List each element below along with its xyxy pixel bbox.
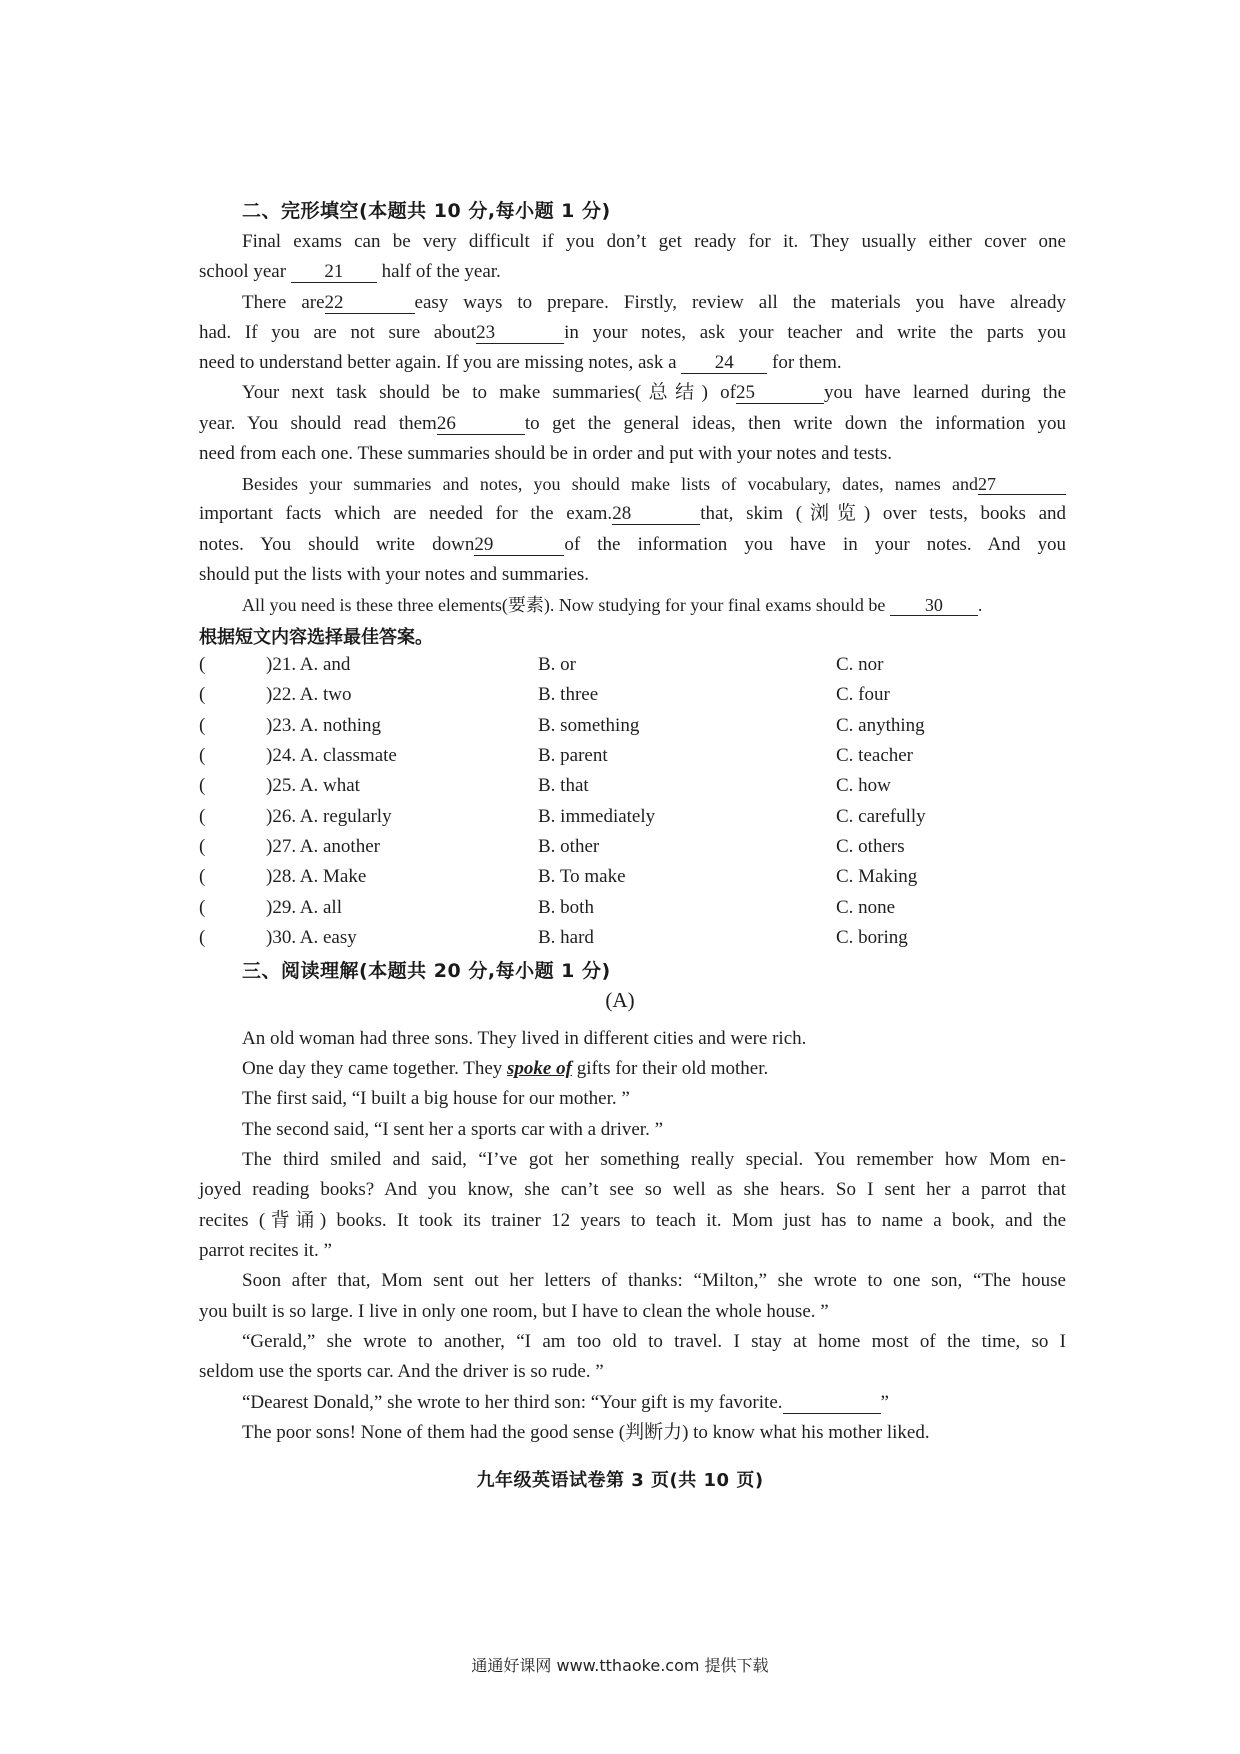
- passage-line: The second said, “I sent her a sports car with a driver. ”: [242, 1119, 664, 1140]
- answer-paren: (: [199, 866, 206, 887]
- option-a: )25. A. what: [266, 775, 360, 796]
- option-b: B. or: [538, 654, 576, 675]
- blank-21: 21: [291, 262, 377, 283]
- option-c: C. four: [836, 684, 890, 705]
- option-a: )29. A. all: [266, 897, 342, 918]
- option-c: C. anything: [836, 715, 925, 736]
- blank-23: 23: [476, 323, 564, 344]
- passage-line: “Gerald,” she wrote to another, “I am too old to travel. I stay at home most of the time, so I: [242, 1331, 1066, 1352]
- cloze-instruction: 根据短文内容选择最佳答案。: [199, 627, 433, 648]
- option-a: )22. A. two: [266, 684, 352, 705]
- cloze-p3-line3: need from each one. These summaries should be in order and put with your notes and tests.: [199, 443, 892, 464]
- passage-line: parrot recites it. ”: [199, 1240, 332, 1261]
- cloze-p2-line3: need to understand better again. If you are missing notes, ask a 24 for them.: [199, 352, 842, 373]
- option-a: )21. A. and: [266, 654, 351, 675]
- option-b: B. other: [538, 836, 600, 857]
- option-a: )23. A. nothing: [266, 715, 382, 736]
- answer-blank: [783, 1393, 881, 1414]
- blank-28: 28: [612, 504, 700, 525]
- option-c: C. none: [836, 897, 896, 918]
- option-b: B. both: [538, 897, 594, 918]
- option-b: B. that: [538, 775, 589, 796]
- answer-paren: (: [199, 775, 206, 796]
- cloze-p1-line2: school year 21 half of the year.: [199, 261, 501, 282]
- passage-line: “Dearest Donald,” she wrote to her third son: “Your gift is my favorite. ”: [242, 1392, 889, 1413]
- option-c: C. teacher: [836, 745, 914, 766]
- cloze-p4-line4: should put the lists with your notes and summaries.: [199, 564, 590, 585]
- cloze-p2-line1: There are22 easy ways to prepare. Firstly, review all the materials you have already: [242, 292, 1066, 313]
- answer-paren: (: [199, 927, 206, 948]
- passage-line: you built is so large. I live in only one room, but I have to clean the whole house. ”: [199, 1301, 829, 1322]
- cloze-p3-line1: Your next task should be to make summaries(总结) of25 you have learned during the: [242, 382, 1067, 403]
- answer-paren: (: [199, 684, 206, 705]
- option-c: C. how: [836, 775, 891, 796]
- cloze-p2-line2: had. If you are not sure about23 in your notes, ask your teacher and write the parts you: [199, 322, 1066, 343]
- blank-29: 29: [474, 535, 564, 556]
- answer-paren: (: [199, 897, 206, 918]
- answer-paren: (: [199, 836, 206, 857]
- blank-22: 22: [325, 293, 415, 314]
- cloze-p4-line2: important facts which are needed for the exam.28 that, skim (浏览) over tests, books and: [199, 503, 1067, 524]
- passage-line: joyed reading books? And you know, she can’t see so well as she hears. So I sent her a parrot that: [199, 1179, 1066, 1200]
- source-footer: 通通好课网 www.tthaoke.com 提供下载: [471, 1656, 769, 1675]
- option-c: C. carefully: [836, 806, 926, 827]
- option-b: B. immediately: [538, 806, 656, 827]
- passage-label: (A): [605, 988, 635, 1012]
- option-a: )30. A. easy: [266, 927, 357, 948]
- blank-24: 24: [681, 353, 767, 374]
- answer-paren: (: [199, 654, 206, 675]
- option-c: C. nor: [836, 654, 884, 675]
- cloze-p4-line3: notes. You should write down29 of the information you have in your notes. And you: [199, 534, 1067, 555]
- cloze-p3-line2: year. You should read them26 to get the general ideas, then write down the information you: [199, 413, 1066, 434]
- blank-30: 30: [890, 595, 978, 616]
- option-a: )26. A. regularly: [266, 806, 392, 827]
- option-b: B. To make: [538, 866, 626, 887]
- option-a: )28. A. Make: [266, 866, 367, 887]
- option-a: )27. A. another: [266, 836, 380, 857]
- option-b: B. something: [538, 715, 640, 736]
- passage-line: The poor sons! None of them had the good sense (判断力) to know what his mother liked.: [242, 1422, 930, 1443]
- cloze-p5-line1: All you need is these three elements(要素). Now studying for your final exams should be 30 .: [242, 595, 983, 615]
- option-b: B. hard: [538, 927, 594, 948]
- option-c: C. others: [836, 836, 905, 857]
- passage-line: recites (背诵) books. It took its trainer 12 years to teach it. Mom just has to name a book, and the: [199, 1210, 1066, 1231]
- passage-line: The third smiled and said, “I’ve got her something really special. You remember how Mom en-: [242, 1149, 1066, 1170]
- answer-paren: (: [199, 715, 206, 736]
- reading-section-title: 三、阅读理解(本题共 20 分,每小题 1 分): [242, 960, 611, 982]
- passage-line: One day they came together. They spoke of gifts for their old mother.: [242, 1058, 769, 1079]
- blank-27: 27: [978, 474, 1066, 495]
- option-a: )24. A. classmate: [266, 745, 397, 766]
- passage-line: Soon after that, Mom sent out her letters of thanks: “Milton,” she wrote to one son, “The house: [242, 1270, 1066, 1291]
- underlined-phrase: spoke of: [507, 1058, 572, 1079]
- page-footer: 九年级英语试卷第 3 页(共 10 页): [476, 1470, 764, 1491]
- answer-paren: (: [199, 806, 206, 827]
- cloze-section-title: 二、完形填空(本题共 10 分,每小题 1 分): [242, 200, 611, 222]
- blank-26: 26: [437, 414, 525, 435]
- option-b: B. parent: [538, 745, 608, 766]
- blank-25: 25: [736, 383, 824, 404]
- answer-paren: (: [199, 745, 206, 766]
- passage-line: The first said, “I built a big house for our mother. ”: [242, 1088, 630, 1109]
- option-b: B. three: [538, 684, 599, 705]
- passage-line: seldom use the sports car. And the driver is so rude. ”: [199, 1361, 604, 1382]
- cloze-p4-line1: Besides your summaries and notes, you should make lists of vocabulary, dates, names and27: [242, 473, 1066, 495]
- option-c: C. boring: [836, 927, 908, 948]
- passage-line: An old woman had three sons. They lived in different cities and were rich.: [242, 1028, 807, 1049]
- option-c: C. Making: [836, 866, 918, 887]
- cloze-p1-line1: Final exams can be very difficult if you don’t get ready for it. They usually either cover one: [242, 231, 1066, 252]
